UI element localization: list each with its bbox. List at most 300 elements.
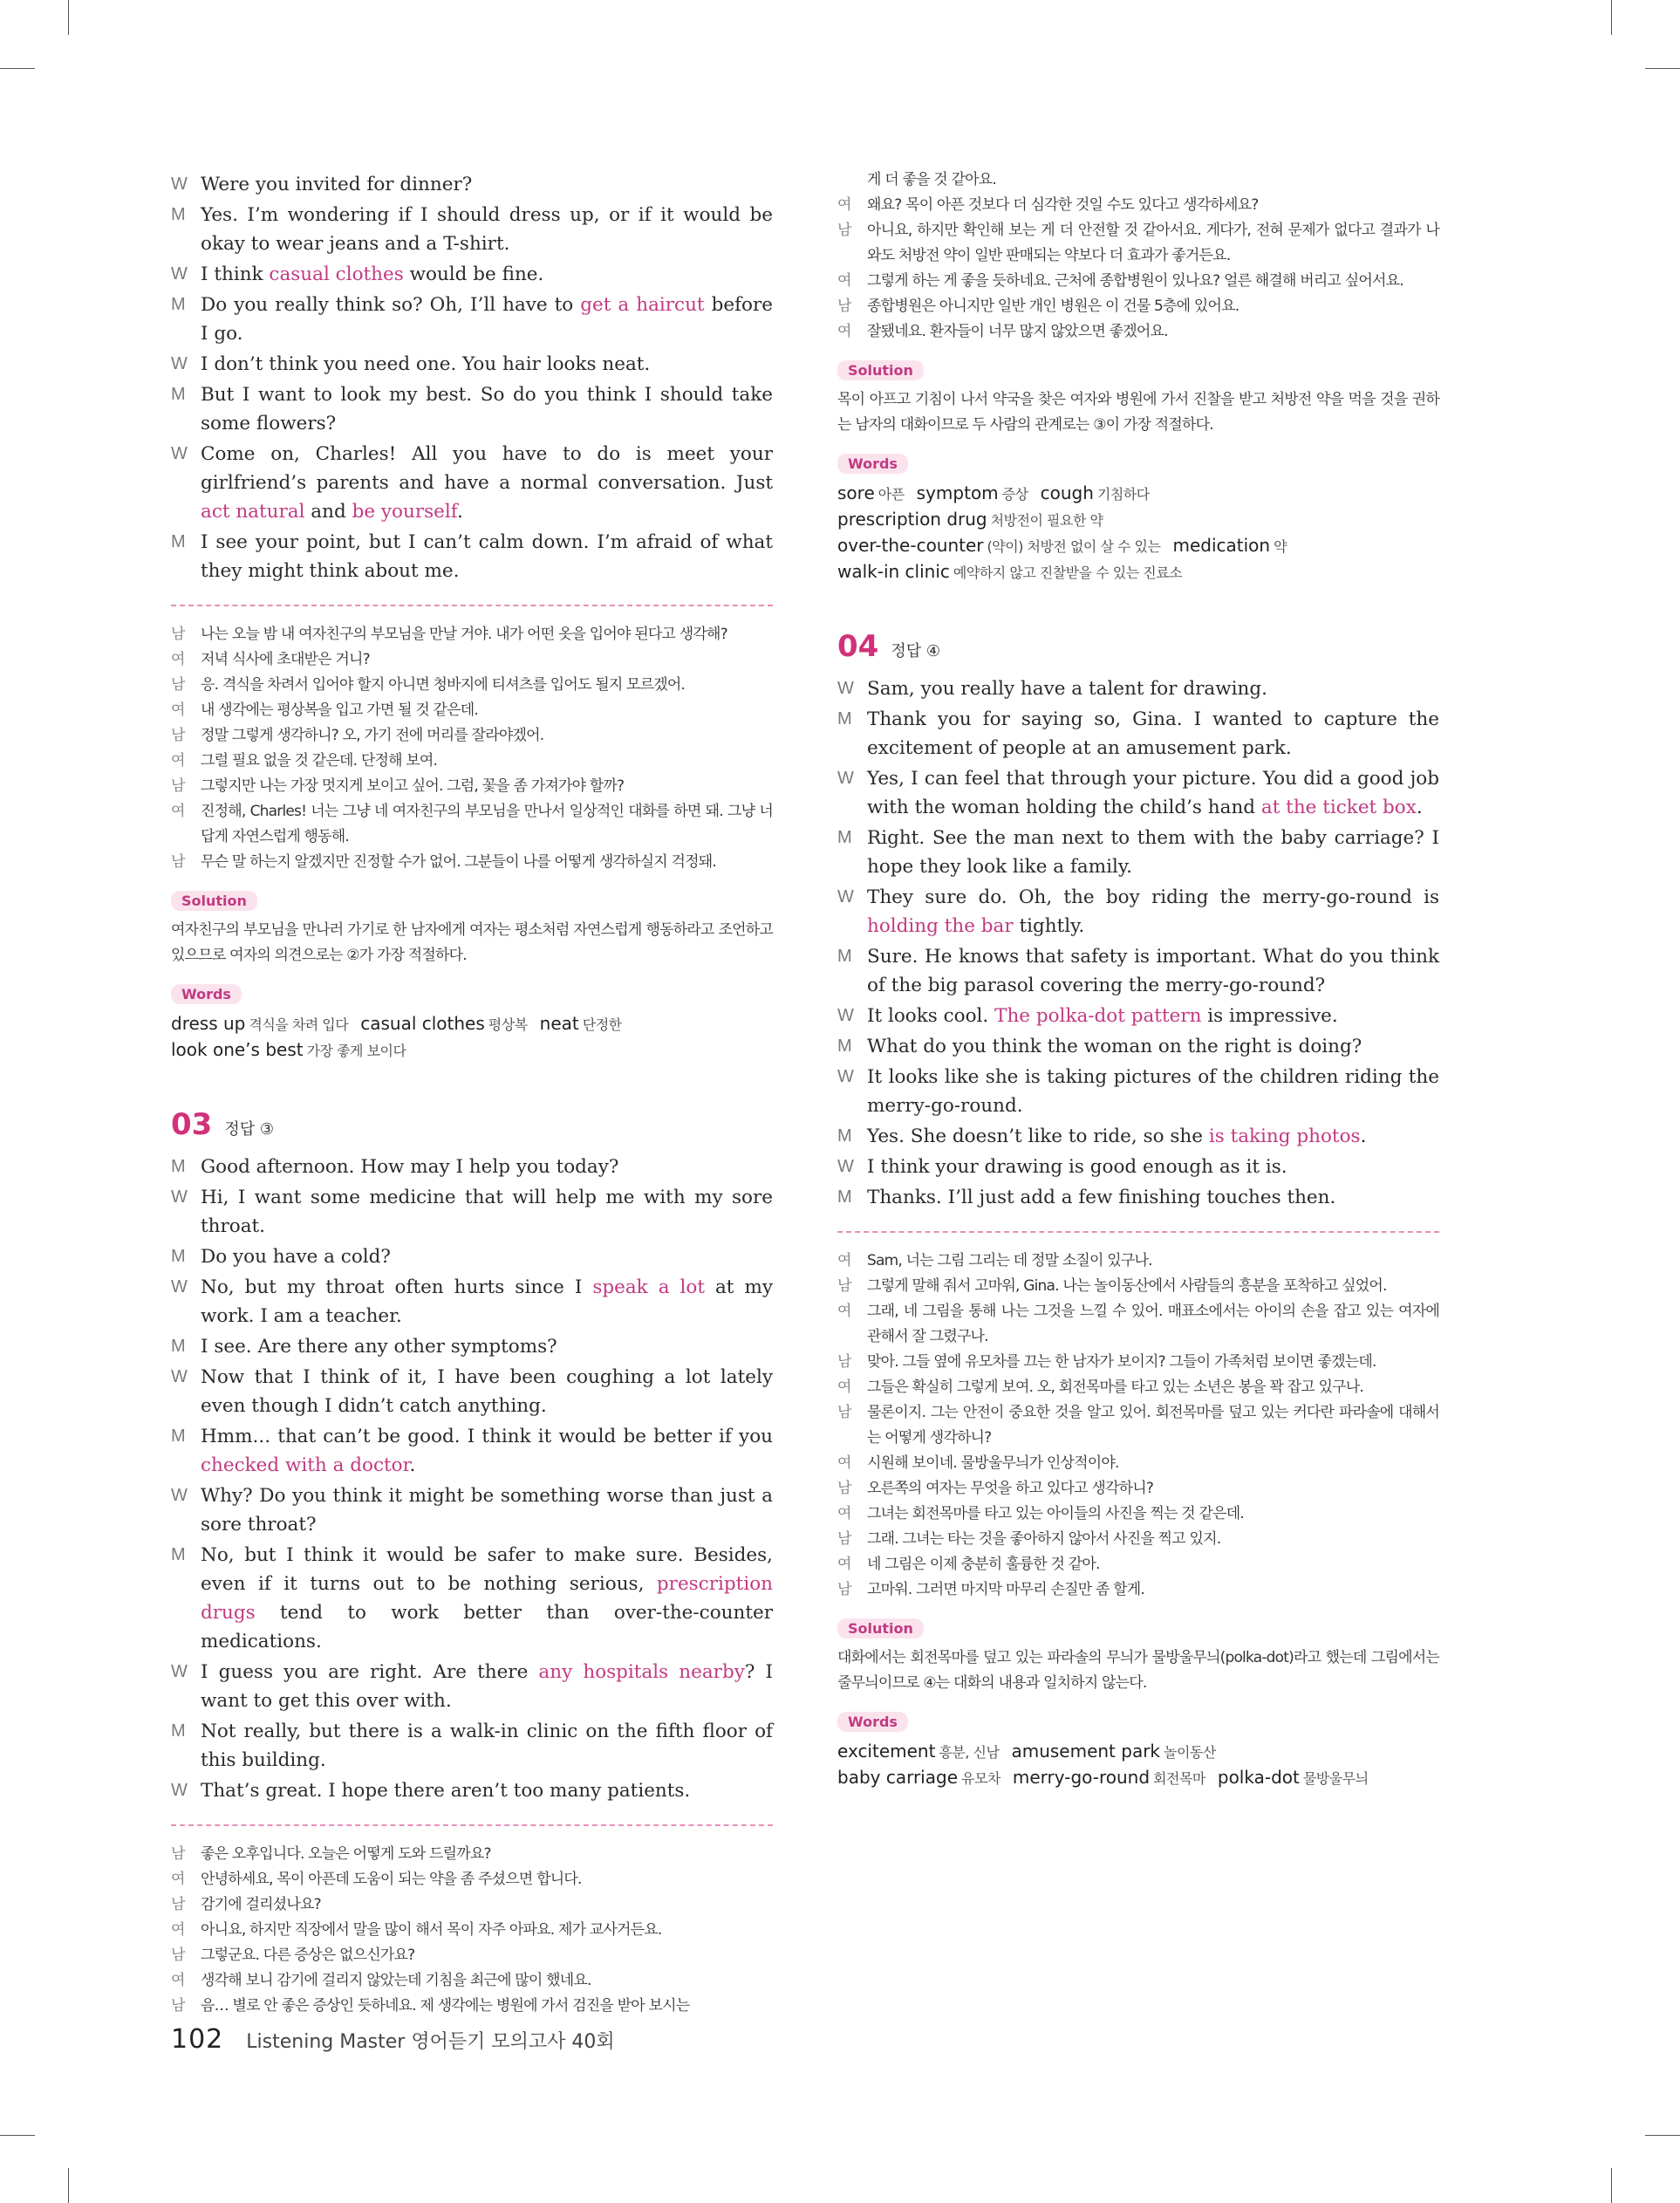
speaker-label: M: [171, 1247, 186, 1266]
dialogue-line: [171, 1717, 773, 1775]
words-tag: Words: [171, 984, 242, 1004]
speaker-label: 남: [171, 626, 185, 643]
dialogue-text: Hmm... that can’t be good. I think it would be better if you: [201, 1426, 773, 1447]
vocab-meaning: 평상복: [488, 1016, 528, 1033]
translation-line: [171, 749, 773, 774]
dialogue-text: is impressive.: [1201, 1005, 1338, 1027]
speaker-label: 여: [837, 1303, 851, 1320]
translation-text: 응. 격식을 차려서 입어야 할지 아니면 청바지에 티셔츠를 입어도 될지 모르겠어.: [201, 676, 686, 694]
speaker-label: 남: [837, 1277, 851, 1295]
vocab-term: casual clothes: [360, 1013, 485, 1034]
dialogue-text: .: [1360, 1125, 1367, 1147]
solution-text-q02: 여자친구의 부모님을 만나러 가기로 한 남자에게 여자는 평소처럼 자연스럽게 행동하라고 조언하고 있으므로 여자의 의견으로는 ②가 가장 적절하다.: [171, 921, 773, 964]
question-answer: 정답 ④: [891, 642, 940, 660]
korean-translation-q03-continued: [837, 168, 1439, 345]
dialogue-text: .: [409, 1454, 416, 1476]
solution-text-q04: 대화에서는 회전목마를 덮고 있는 파라솔의 무늬가 물방울무늬(polka-dot)라고 했는데 그림에서는 줄무늬이므로 ④는 대화의 내용과 일치하지 않는다.: [837, 1649, 1439, 1692]
dialogue-text: I think your drawing is good enough as it is.: [867, 1156, 1287, 1178]
dialogue-line: [171, 260, 773, 289]
speaker-label: 남: [837, 298, 851, 315]
dialogue-text: That’s great. I hope there aren’t too many patients.: [201, 1780, 691, 1802]
dialogue-text: .: [456, 501, 463, 523]
dialogue-text: tightly.: [1013, 915, 1085, 937]
speaker-label: M: [837, 709, 852, 729]
translation-line: [837, 319, 1439, 345]
translation-text: 잘됐네요. 환자들이 너무 많지 않았으면 좋겠어요.: [867, 323, 1168, 340]
speaker-label: 남: [171, 777, 185, 795]
speaker-label: W: [171, 1486, 188, 1505]
dialogue-text: Now that I think of it, I have been coughing a lot lately even though I didn’t catch anything.: [201, 1366, 773, 1417]
vocab-term: amusement park: [1011, 1741, 1161, 1762]
dialogue-q04: [837, 674, 1439, 1212]
vocab-meaning: 예약하지 않고 진찰받을 수 있는 진료소: [953, 564, 1183, 581]
speaker-label: 남: [171, 1997, 185, 2015]
dialogue-text: Yes. I’m wondering if I should dress up, or if it would be okay to wear jeans and a T-shirt.: [201, 204, 773, 255]
dialogue-line: [837, 824, 1439, 881]
korean-translation-q04: [837, 1249, 1439, 1603]
dialogue-text: No, but I think it would be safer to make sure. Besides, even if it turns out to be nothing serious,: [201, 1544, 773, 1595]
words-row: [171, 1037, 773, 1064]
speaker-label: W: [837, 1157, 854, 1176]
speaker-label: W: [837, 887, 854, 907]
translation-text: 왜요? 목이 아픈 것보다 더 심각한 것일 수도 있다고 생각하세요?: [867, 196, 1259, 214]
vocab-term: symptom: [916, 482, 999, 503]
speaker-label: W: [171, 264, 188, 284]
highlighted-phrase: speak a lot: [592, 1276, 705, 1298]
vocab-term: cough: [1040, 482, 1094, 503]
translation-line: [837, 1274, 1439, 1299]
dialogue-text: But I want to look my best. So do you think I should take some flowers?: [201, 384, 773, 434]
words-list-q03: [837, 481, 1439, 585]
dialogue-line: [837, 674, 1439, 703]
highlighted-phrase: get a haircut: [580, 294, 705, 316]
translation-line: [837, 1375, 1439, 1400]
speaker-label: M: [171, 1545, 186, 1564]
translation-text: 음… 별로 안 좋은 증상인 듯하네요. 제 생각에는 병원에 가서 검진을 받아 보시는: [201, 1997, 690, 2015]
crop-mark: [1645, 2135, 1680, 2136]
crop-mark: [1645, 68, 1680, 69]
speaker-label: W: [171, 1187, 188, 1207]
words-list-q04: [837, 1739, 1439, 1791]
vocab-meaning: 아픈: [878, 486, 905, 503]
words-row: [837, 1765, 1439, 1791]
speaker-label: W: [837, 679, 854, 698]
speaker-label: 남: [837, 222, 851, 239]
speaker-label: 남: [837, 1480, 851, 1497]
solution-tag: Solution: [171, 891, 257, 911]
speaker-label: W: [837, 1006, 854, 1025]
dialogue-line: [171, 440, 773, 526]
translation-line: [171, 1918, 773, 1943]
dialogue-line: [837, 1183, 1439, 1212]
translation-line: [837, 1400, 1439, 1451]
vocab-meaning: 물방울무늬: [1302, 1770, 1369, 1787]
translation-text: 네 그림은 이제 충분히 훌륭한 것 같아.: [867, 1556, 1100, 1573]
translation-line: [837, 1527, 1439, 1552]
right-column: [837, 168, 1439, 1791]
dialogue-line: [171, 201, 773, 258]
vocab-meaning: 약: [1274, 538, 1287, 555]
translation-text: 내 생각에는 평상복을 입고 가면 될 것 같은데.: [201, 701, 479, 719]
translation-line: [837, 193, 1439, 218]
dialogue-text: No, but my throat often hurts since I: [201, 1276, 593, 1298]
translation-text: 저녁 식사에 초대받은 거니?: [201, 651, 370, 668]
translation-text: 감기에 걸리셨나요?: [201, 1896, 321, 1913]
words-tag: Words: [837, 1712, 908, 1732]
translation-line: [837, 269, 1439, 294]
vocab-meaning: 회전목마: [1153, 1770, 1205, 1787]
korean-translation-q02: [171, 622, 773, 875]
dialogue-text: Yes. She doesn’t like to ride, so she: [867, 1125, 1209, 1147]
page-number: 102: [171, 2024, 224, 2055]
translation-text: 그들은 확실히 그렇게 보여. 오, 회전목마를 타고 있는 소년은 봉을 꽉 잡고 있구나.: [867, 1379, 1363, 1396]
dialogue-text: I guess you are right. Are there: [201, 1661, 539, 1683]
dialogue-line: [837, 1063, 1439, 1120]
dialogue-q02: [171, 170, 773, 585]
translation-line: [171, 774, 773, 799]
dialogue-line: [171, 291, 773, 348]
dialogue-text: Sam, you really have a talent for drawing.: [867, 678, 1267, 700]
solution-text-q03: 목이 아프고 기침이 나서 약국을 찾은 여자와 병원에 가서 진찰을 받고 처방전 약을 먹을 것을 권하는 남자의 대화이므로 두 사람의 관계로는 ③이 가장 적절하다.: [837, 391, 1439, 434]
crop-mark: [1611, 2168, 1612, 2203]
dialogue-text: Do you really think so? Oh, I’ll have to: [201, 294, 581, 316]
dialogue-text: I see your point, but I can’t calm down. I’m afraid of what they might think about me.: [201, 531, 773, 582]
vocab-meaning: 처방전이 필요한 약: [990, 512, 1103, 529]
vocab-meaning: 흥분, 신남: [939, 1744, 1000, 1761]
dialogue-text: would be fine.: [403, 263, 544, 285]
speaker-label: M: [837, 947, 852, 966]
dialogue-line: [171, 1776, 773, 1805]
translation-line: [837, 1249, 1439, 1274]
speaker-label: W: [171, 444, 188, 463]
speaker-label: 남: [171, 676, 185, 694]
translation-text: 물론이지. 그는 안전이 중요한 것을 알고 있어. 회전목마를 덮고 있는 커다란 파라솔에 대해서는 어떻게 생각하니?: [867, 1404, 1439, 1447]
translation-text: 그래, 네 그림을 통해 나는 그것을 느낄 수 있어. 매표소에서는 아이의 손을 잡고 있는 여자에 관해서 잘 그렸구나.: [867, 1303, 1439, 1345]
vocab-term: walk-in clinic: [837, 561, 950, 582]
dialogue-line: [837, 1153, 1439, 1181]
dialogue-line: [837, 764, 1439, 822]
speaker-label: M: [171, 532, 186, 551]
question-answer: 정답 ③: [224, 1120, 274, 1139]
dialogue-line: [171, 350, 773, 379]
dialogue-q03: [171, 1153, 773, 1805]
translation-line: [837, 218, 1439, 269]
crop-mark: [68, 2168, 69, 2203]
dialogue-text: Right. See the man next to them with the baby carriage? I hope they look like a family.: [867, 827, 1439, 878]
translation-line: [171, 673, 773, 698]
question-number: 04: [837, 629, 879, 664]
translation-text: 생각해 보니 감기에 걸리지 않았는데 기침을 최근에 많이 했네요.: [201, 1972, 591, 1989]
speaker-label: 여: [171, 803, 185, 820]
crop-mark: [0, 68, 35, 69]
speaker-label: 남: [171, 1896, 185, 1913]
dialogue-line: [171, 528, 773, 585]
speaker-label: W: [171, 1781, 188, 1800]
highlighted-phrase: is taking photos: [1208, 1125, 1361, 1147]
speaker-label: 여: [837, 272, 851, 290]
dialogue-line: [171, 380, 773, 438]
vocab-term: polka-dot: [1217, 1767, 1300, 1788]
speaker-label: 여: [171, 752, 185, 770]
dialogue-text: I don’t think you need one. You hair looks neat.: [201, 353, 651, 375]
words-row: [837, 507, 1439, 533]
dialogue-line: [171, 1273, 773, 1331]
vocab-meaning: 가장 좋게 보이다: [306, 1043, 406, 1059]
dialogue-text: and: [304, 501, 352, 523]
speaker-label: 여: [171, 1921, 185, 1939]
speaker-label: M: [837, 1187, 852, 1207]
dialogue-line: [171, 1242, 773, 1271]
vocab-meaning: (약이) 처방전 없이 살 수 있는: [987, 538, 1161, 555]
vocab-term: look one’s best: [171, 1039, 304, 1060]
dialogue-text: Why? Do you think it might be something worse than just a sore throat?: [201, 1485, 773, 1536]
vocab-term: baby carriage: [837, 1767, 958, 1788]
translation-text: 그렇게 하는 게 좋을 듯하네요. 근처에 종합병원이 있나요? 얼른 해결해 버리고 싶어서요.: [867, 272, 1403, 290]
translation-text: 그렇군요. 다른 증상은 없으신가요?: [201, 1946, 415, 1964]
dialogue-text: Sure. He knows that safety is important. What do you think of the big parasol covering the merry-go-round?: [867, 946, 1439, 996]
speaker-label: M: [171, 385, 186, 404]
words-row: [171, 1011, 773, 1037]
words-row: [837, 1739, 1439, 1765]
words-tag: Words: [837, 454, 908, 474]
dialogue-text: They sure do. Oh, the boy riding the merry-go-round is: [867, 886, 1439, 908]
crop-mark: [1611, 0, 1612, 35]
vocab-meaning: 증상: [1001, 486, 1028, 503]
translation-line: [171, 723, 773, 749]
speaker-label: M: [171, 205, 186, 224]
speaker-label: W: [837, 1067, 854, 1086]
dialogue-line: [837, 705, 1439, 763]
dialogue-line: [837, 1032, 1439, 1061]
speaker-label: 여: [837, 1252, 851, 1269]
vocab-meaning: 유모차: [961, 1770, 1000, 1787]
speaker-label: 여: [171, 651, 185, 668]
speaker-label: 남: [837, 1581, 851, 1598]
translation-text: 무슨 말 하는지 알겠지만 진정할 수가 없어. 그분들이 나를 어떻게 생각하실지 걱정돼.: [201, 853, 716, 871]
dialogue-text: at my work. I am a teacher.: [201, 1276, 773, 1327]
dialogue-text: before I go.: [201, 294, 773, 345]
vocab-term: prescription drug: [837, 509, 987, 530]
highlighted-phrase: be yourself: [352, 501, 457, 523]
book-title: Listening Master 영어듣기 모의고사 40회: [246, 2031, 615, 2053]
translation-text: 아니요, 하지만 확인해 보는 게 더 안전할 것 같아서요. 게다가, 전혀 문제가 없다고 결과가 나와도 처방전 약이 일반 판매되는 약보다 더 효과가 좋거든요.: [867, 222, 1439, 264]
speaker-label: M: [837, 1037, 852, 1056]
translation-text: 종합병원은 아니지만 일반 개인 병원은 이 건물 5층에 있어요.: [867, 298, 1240, 315]
dialogue-text: Come on, Charles! All you have to do is meet your girlfriend’s parents and have a normal conversation. Just: [201, 443, 773, 494]
dialogue-text: Were you invited for dinner?: [201, 174, 473, 195]
section-divider: [171, 605, 773, 606]
highlighted-phrase: casual clothes: [269, 263, 404, 285]
dialogue-line: [171, 1363, 773, 1420]
dialogue-text: .: [1416, 797, 1423, 818]
dialogue-line: [171, 1541, 773, 1656]
speaker-label: M: [171, 295, 186, 314]
words-row: [837, 481, 1439, 507]
speaker-label: 남: [171, 727, 185, 744]
speaker-label: M: [837, 1126, 852, 1146]
crop-mark: [0, 2135, 35, 2136]
korean-translation-q03: [171, 1842, 773, 2019]
translation-text: 오른쪽의 여자는 무엇을 하고 있다고 생각하니?: [867, 1480, 1154, 1497]
speaker-label: W: [171, 1662, 188, 1681]
vocab-meaning: 격식을 차려 입다: [249, 1016, 349, 1033]
highlighted-phrase: any hospitals nearby: [538, 1661, 745, 1683]
dialogue-text: Thanks. I’ll just add a few finishing touches then.: [867, 1187, 1336, 1208]
question-header-04: [837, 629, 1439, 664]
vocab-term: dress up: [171, 1013, 246, 1034]
dialogue-line: [837, 942, 1439, 1000]
dialogue-text: Do you have a cold?: [201, 1246, 391, 1268]
translation-line: [837, 1451, 1439, 1476]
question-header-03: [171, 1107, 773, 1142]
translation-text: 좋은 오후입니다. 오늘은 어떻게 도와 드릴까요?: [201, 1845, 491, 1863]
translation-line: [837, 1502, 1439, 1527]
translation-text: 고마워. 그러면 마지막 마무리 손질만 좀 할게.: [867, 1581, 1145, 1598]
translation-line: [171, 799, 773, 850]
translation-text: 맞아. 그들 옆에 유모차를 끄는 한 남자가 보이지? 그들이 가족처럼 보이면 좋겠는데.: [867, 1353, 1376, 1371]
vocab-term: medication: [1172, 535, 1271, 556]
speaker-label: 여: [171, 1972, 185, 1989]
translation-text: 게 더 좋을 것 같아요.: [867, 171, 996, 188]
section-divider: [171, 1824, 773, 1826]
translation-line: [837, 1299, 1439, 1350]
speaker-label: 남: [171, 1946, 185, 1964]
translation-text: 그렇지만 나는 가장 멋지게 보이고 싶어. 그럼, 꽃을 좀 가져가야 할까?: [201, 777, 625, 795]
page-footer: [171, 2024, 615, 2055]
vocab-term: over-the-counter: [837, 535, 984, 556]
vocab-term: neat: [539, 1013, 579, 1034]
speaker-label: M: [171, 1337, 186, 1356]
translation-text: 그래. 그녀는 타는 것을 좋아하지 않아서 사진을 찍고 있지.: [867, 1530, 1221, 1548]
highlighted-phrase: The polka-dot pattern: [994, 1005, 1202, 1027]
speaker-label: 여: [837, 1556, 851, 1573]
translation-line: [171, 1943, 773, 1968]
highlighted-phrase: checked with a doctor: [201, 1454, 410, 1476]
dialogue-line: [171, 1658, 773, 1715]
dialogue-text: I think: [201, 263, 270, 285]
speaker-label: W: [171, 1367, 188, 1386]
speaker-label: W: [171, 174, 188, 194]
speaker-label: M: [171, 1157, 186, 1176]
dialogue-text: Hi, I want some medicine that will help me with my sore throat.: [201, 1187, 773, 1237]
highlighted-phrase: prescription drugs: [201, 1573, 773, 1624]
speaker-label: 남: [837, 1404, 851, 1421]
translation-line: [171, 850, 773, 875]
speaker-label: 여: [837, 323, 851, 340]
translation-text: 진정해, Charles! 너는 그냥 네 여자친구의 부모님을 만나서 일상적인 대화를 하면 돼. 그냥 너답게 자연스럽게 행동해.: [201, 803, 773, 845]
speaker-label: 여: [171, 1871, 185, 1888]
translation-line: [837, 294, 1439, 319]
translation-text: Sam, 너는 그림 그리는 데 정말 소질이 있구나.: [867, 1252, 1152, 1269]
translation-text: 정말 그렇게 생각하니? 오, 가기 전에 머리를 잘라야겠어.: [201, 727, 544, 744]
crop-mark: [68, 0, 69, 35]
words-row: [837, 533, 1439, 559]
dialogue-text: tend to work better than over-the-counter medications.: [201, 1602, 773, 1652]
speaker-label: 여: [837, 1505, 851, 1522]
vocab-meaning: 단정한: [582, 1016, 622, 1033]
left-column: [171, 170, 773, 2019]
translation-text: 아니요, 하지만 직장에서 말을 많이 해서 목이 자주 아파요. 제가 교사거든요.: [201, 1921, 662, 1939]
speaker-label: 여: [837, 196, 851, 214]
speaker-label: 남: [837, 1353, 851, 1371]
speaker-label: 남: [837, 1530, 851, 1548]
translation-text: 그렇게 말해 줘서 고마워, Gina. 나는 놀이동산에서 사람들의 흥분을 포착하고 싶었어.: [867, 1277, 1387, 1295]
translation-text: 시원해 보이네. 물방울무늬가 인상적이야.: [867, 1454, 1119, 1472]
speaker-label: M: [171, 1426, 186, 1446]
dialogue-line: [837, 1002, 1439, 1030]
dialogue-text: Good afternoon. How may I help you today?: [201, 1156, 619, 1178]
vocab-term: sore: [837, 482, 875, 503]
translation-line: [171, 698, 773, 723]
speaker-label: 여: [837, 1454, 851, 1472]
solution-tag: Solution: [837, 1618, 924, 1639]
highlighted-phrase: at the ticket box: [1260, 797, 1417, 818]
dialogue-line: [837, 883, 1439, 941]
dialogue-text: ? I want to get this over with.: [201, 1661, 774, 1712]
speaker-label: M: [171, 1721, 186, 1741]
vocab-meaning: 기침하다: [1096, 486, 1150, 503]
dialogue-line: [171, 170, 773, 199]
translation-line: [171, 1892, 773, 1918]
translation-line: [837, 168, 1439, 193]
translation-text: 나는 오늘 밤 내 여자친구의 부모님을 만날 거야. 내가 어떤 옷을 입어야 된다고 생각해?: [201, 626, 727, 643]
solution-tag: Solution: [837, 360, 924, 380]
dialogue-text: Thank you for saying so, Gina. I wanted to capture the excitement of people at an amusement park.: [867, 708, 1439, 759]
speaker-label: W: [171, 354, 188, 373]
highlighted-phrase: act natural: [201, 501, 305, 523]
speaker-label: 남: [171, 853, 185, 871]
speaker-label: 여: [171, 701, 185, 719]
translation-text: 그럴 필요 없을 것 같은데. 단정해 보여.: [201, 752, 438, 770]
translation-line: [171, 1867, 773, 1892]
vocab-meaning: 놀이동산: [1164, 1744, 1216, 1761]
translation-line: [837, 1350, 1439, 1375]
translation-line: [171, 622, 773, 647]
translation-line: [171, 1842, 773, 1867]
speaker-label: 여: [837, 1379, 851, 1396]
dialogue-line: [171, 1183, 773, 1241]
dialogue-text: Not really, but there is a walk-in clinic on the fifth floor of this building.: [201, 1721, 773, 1771]
translation-line: [837, 1577, 1439, 1603]
speaker-label: 남: [171, 1845, 185, 1863]
dialogue-text: Yes, I can feel that through your picture. You did a good job with the woman holding the child’s hand: [867, 768, 1439, 818]
question-number: 03: [171, 1107, 213, 1142]
dialogue-line: [171, 1153, 773, 1181]
translation-line: [837, 1476, 1439, 1502]
section-divider: [837, 1231, 1439, 1233]
translation-text: 안녕하세요, 목이 아픈데 도움이 되는 약을 좀 주셨으면 합니다.: [201, 1871, 582, 1888]
translation-line: [171, 647, 773, 673]
dialogue-text: It looks like she is taking pictures of the children riding the merry-go-round.: [867, 1066, 1439, 1117]
vocab-term: excitement: [837, 1741, 936, 1762]
translation-line: [171, 1968, 773, 1994]
dialogue-line: [171, 1422, 773, 1480]
vocab-term: merry-go-round: [1012, 1767, 1151, 1788]
words-row: [837, 559, 1439, 585]
highlighted-phrase: holding the bar: [867, 915, 1014, 937]
words-list-q02: [171, 1011, 773, 1064]
dialogue-text: I see. Are there any other symptoms?: [201, 1336, 557, 1358]
translation-text: 그녀는 회전목마를 타고 있는 아이들의 사진을 찍는 것 같은데.: [867, 1505, 1244, 1522]
speaker-label: M: [837, 828, 852, 847]
dialogue-text: It looks cool.: [867, 1005, 995, 1027]
dialogue-line: [171, 1332, 773, 1361]
dialogue-line: [837, 1122, 1439, 1151]
dialogue-line: [171, 1481, 773, 1539]
speaker-label: W: [171, 1277, 188, 1296]
dialogue-text: What do you think the woman on the right is doing?: [867, 1036, 1362, 1057]
translation-line: [171, 1994, 773, 2019]
